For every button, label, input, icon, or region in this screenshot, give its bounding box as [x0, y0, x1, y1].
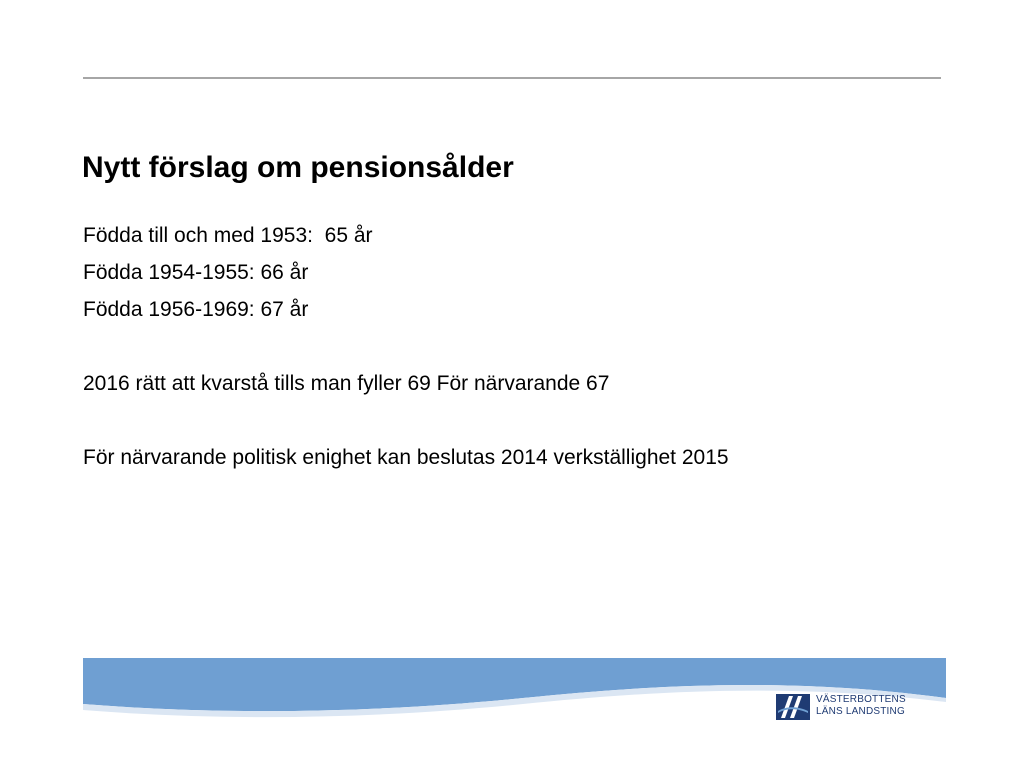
slide-title: Nytt förslag om pensionsålder	[82, 151, 514, 184]
body-line-3: Födda 1956-1969: 67 år	[83, 298, 309, 321]
body-line-1: Födda till och med 1953: 65 år	[83, 224, 373, 247]
body-spacer	[83, 328, 729, 365]
logo-line-2: LÄNS LANDSTING	[816, 706, 905, 717]
body-line-4: 2016 rätt att kvarstå tills man fyller 69 För närvarande 67	[83, 372, 610, 395]
logo-line-1: VÄSTERBOTTENS	[816, 694, 906, 705]
top-divider	[83, 77, 941, 79]
vll-logo-text	[816, 694, 906, 718]
vll-logo-mark-icon	[776, 694, 810, 720]
vll-logo	[776, 692, 926, 722]
slide-body	[83, 217, 729, 476]
body-spacer	[83, 402, 729, 439]
body-line-2: Födda 1954-1955: 66 år	[83, 261, 309, 284]
body-line-5: För närvarande politisk enighet kan beslutas 2014 verkställighet 2015	[83, 446, 729, 469]
